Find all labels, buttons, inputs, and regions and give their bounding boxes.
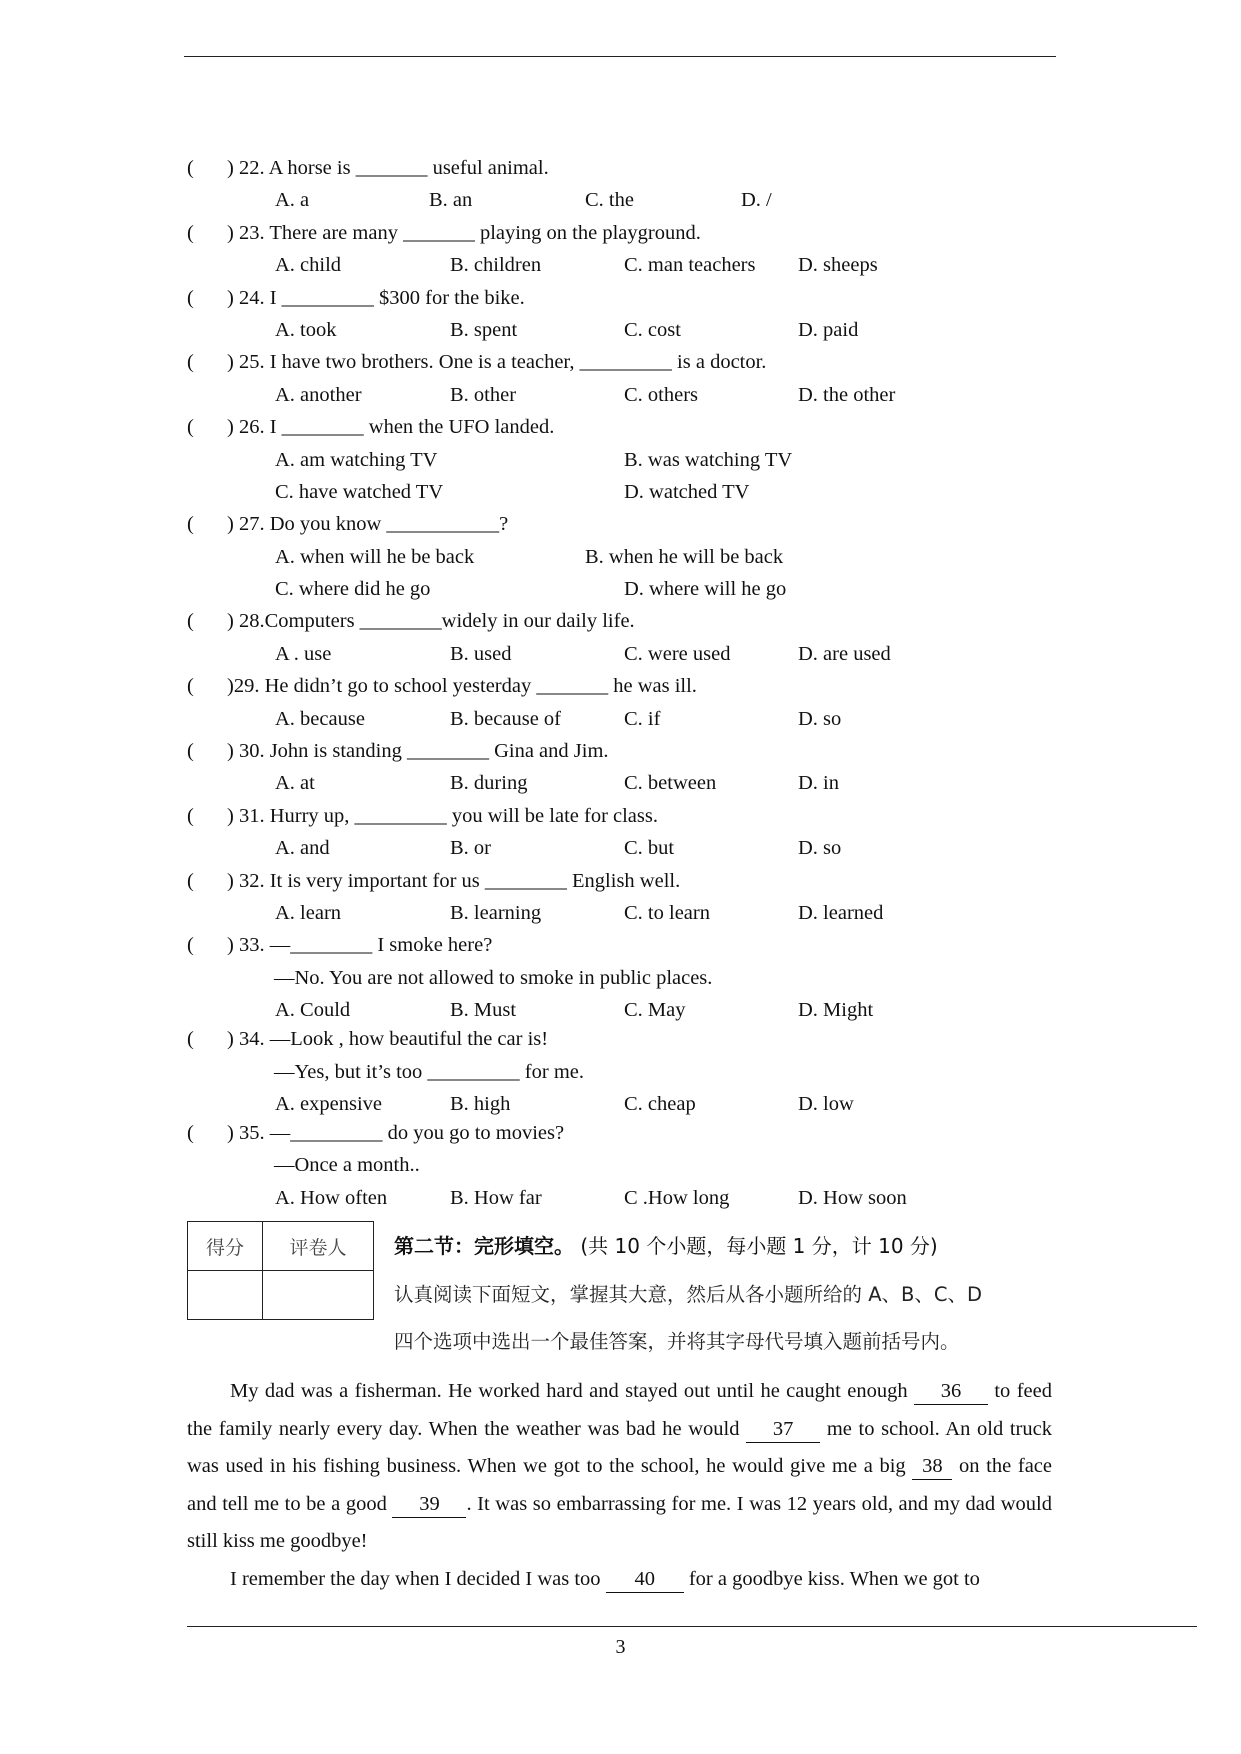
option-a[interactable]: A. at: [275, 772, 315, 795]
options-row: [187, 897, 1087, 929]
option-a[interactable]: A. and: [275, 837, 330, 860]
dialogue-line: —Once a month..: [274, 1154, 420, 1177]
answer-bracket[interactable]: (: [187, 1121, 194, 1144]
option-c[interactable]: C. cost: [624, 318, 681, 341]
blank-39[interactable]: 39: [392, 1491, 466, 1518]
option-d[interactable]: D. How soon: [798, 1186, 907, 1209]
question-stem: ) 31. Hurry up, _________ you will be late for class.: [227, 804, 658, 827]
option-b[interactable]: B. an: [429, 189, 473, 212]
option-d[interactable]: D. in: [798, 772, 839, 795]
question-29: [187, 670, 1087, 702]
question-stem: ) 23. There are many _______ playing on the playground.: [227, 221, 701, 244]
passage-paragraph-2: [187, 1561, 1052, 1599]
page-number: 3: [615, 1636, 626, 1658]
answer-bracket[interactable]: (: [187, 675, 194, 698]
option-d[interactable]: D. so: [798, 837, 842, 860]
passage-text: I remember the day when I decided I was too: [230, 1567, 606, 1590]
question-stem: ) 25. I have two brothers. One is a teacher, _________ is a doctor.: [227, 351, 767, 374]
answer-bracket[interactable]: (: [187, 157, 194, 179]
options-row: [187, 573, 1087, 605]
option-b[interactable]: B. Must: [450, 999, 517, 1022]
option-b[interactable]: B. was watching TV: [624, 448, 793, 471]
answer-bracket[interactable]: (: [187, 610, 194, 633]
passage-text: for a goodbye kiss. When we got to: [683, 1567, 980, 1590]
question-stem: ) 30. John is standing ________ Gina and Jim.: [227, 740, 609, 763]
options-row: [187, 444, 1087, 476]
section-instruction-line-2: 四个选项中选出一个最佳答案，并将其字母代号填入题前括号内。: [394, 1330, 960, 1353]
blank-37[interactable]: 37: [746, 1416, 820, 1443]
question-stem: ) 28.Computers ________widely in our daily life.: [227, 610, 635, 633]
option-a[interactable]: A. child: [275, 254, 342, 277]
option-a[interactable]: A. when will he be back: [275, 545, 475, 568]
question-27: [187, 508, 1087, 540]
question-stem: ) 32. It is very important for us ________ English well.: [227, 869, 681, 892]
section-instruction-line-1: 认真阅读下面短文，掌握其大意，然后从各小题所给的 A、B、C、D: [394, 1283, 983, 1306]
option-a[interactable]: A. am watching TV: [275, 448, 438, 471]
passage-text: . It was so embarrassing for me. I was 12 years old, and my dad would still kiss me goodbye!: [187, 1492, 1052, 1552]
option-b[interactable]: B. during: [450, 772, 528, 795]
score-cell[interactable]: [188, 1271, 263, 1320]
option-b[interactable]: B. spent: [450, 318, 518, 341]
answer-bracket[interactable]: (: [187, 416, 194, 439]
question-32: [187, 865, 1087, 897]
option-c[interactable]: C. between: [624, 772, 717, 795]
answer-bracket[interactable]: (: [187, 934, 194, 957]
option-a[interactable]: A. expensive: [275, 1092, 383, 1115]
option-c[interactable]: C. man teachers: [624, 254, 756, 277]
options-row: [187, 1088, 1087, 1117]
question-stem: ) 34. —Look , how beautiful the car is!: [227, 1028, 549, 1051]
options-row: [187, 767, 1087, 799]
question-30: [187, 735, 1087, 767]
options-row: [187, 832, 1087, 864]
blank-38[interactable]: 38: [912, 1453, 952, 1480]
option-d[interactable]: D. low: [798, 1092, 854, 1115]
score-table: [187, 1221, 374, 1320]
options-row: [187, 638, 1087, 670]
answer-bracket[interactable]: (: [187, 221, 194, 244]
option-c[interactable]: C. cheap: [624, 1092, 696, 1115]
blank-40[interactable]: 40: [606, 1566, 684, 1593]
grader-header: 评卷人: [263, 1222, 374, 1271]
option-c[interactable]: C. have watched TV: [275, 480, 444, 503]
option-b[interactable]: B. because of: [450, 707, 561, 730]
option-c[interactable]: C. where did he go: [275, 578, 431, 601]
question-28: [187, 605, 1087, 637]
options-row: [187, 476, 1087, 508]
answer-bracket[interactable]: (: [187, 351, 194, 374]
option-c[interactable]: C. May: [624, 999, 686, 1022]
passage-text: on the face and tell me to be a good: [187, 1455, 1052, 1515]
option-a[interactable]: A. took: [275, 318, 337, 341]
option-b[interactable]: B. used: [450, 642, 512, 665]
options-row: [187, 541, 1087, 573]
answer-bracket[interactable]: (: [187, 869, 194, 892]
question-stem: ) 24. I _________ $300 for the bike.: [227, 286, 525, 309]
question-stem: ) 35. —_________ do you go to movies?: [227, 1121, 565, 1144]
passage-text: me to school. An old truck was used in his fishing business. When we got to the school, he would give me a big: [187, 1417, 1052, 1477]
option-d[interactable]: D. Might: [798, 999, 874, 1022]
options-row: [187, 994, 1087, 1023]
options-row: [187, 1182, 1087, 1211]
option-a[interactable]: A . use: [275, 642, 332, 665]
option-d[interactable]: D. paid: [798, 318, 859, 341]
score-header: 得分: [188, 1222, 263, 1271]
option-b[interactable]: B. other: [450, 383, 517, 406]
option-a[interactable]: A. another: [275, 383, 362, 406]
header-rule: [184, 56, 1056, 57]
passage-text: My dad was a fisherman. He worked hard and stayed out until he caught enough: [230, 1380, 914, 1402]
option-b[interactable]: B. learning: [450, 901, 542, 924]
section-points: (共 10 个小题，每小题 1 分，计 10 分): [580, 1234, 938, 1258]
question-26: [187, 411, 1087, 443]
answer-bracket[interactable]: (: [187, 286, 194, 309]
option-b[interactable]: B. or: [450, 837, 491, 860]
option-c[interactable]: C. the: [585, 189, 634, 212]
options-row: [187, 249, 1087, 281]
answer-bracket[interactable]: (: [187, 1028, 194, 1051]
question-22: [187, 152, 1087, 184]
question-stem: ) 33. —________ I smoke here?: [227, 934, 493, 957]
option-a[interactable]: A. How often: [275, 1186, 388, 1209]
dialogue-line: —No. You are not allowed to smoke in public places.: [274, 966, 713, 989]
question-33: [187, 929, 1087, 961]
option-d[interactable]: D. watched TV: [624, 480, 750, 503]
option-c[interactable]: C. were used: [624, 642, 731, 665]
question-stem: ) 26. I ________ when the UFO landed.: [227, 416, 555, 439]
option-c[interactable]: C. others: [624, 383, 699, 406]
option-d[interactable]: D. where will he go: [624, 578, 787, 601]
option-a[interactable]: A. a: [275, 189, 310, 212]
footer-rule: [187, 1626, 1197, 1627]
question-25: [187, 346, 1087, 378]
blank-36[interactable]: 36: [914, 1378, 988, 1405]
option-b[interactable]: B. high: [450, 1092, 511, 1115]
option-c[interactable]: C .How long: [624, 1186, 730, 1209]
option-b[interactable]: B. How far: [450, 1186, 542, 1209]
question-34: [187, 1023, 1087, 1055]
dialogue-line: —Yes, but it’s too _________ for me.: [274, 1060, 584, 1083]
option-c[interactable]: C. to learn: [624, 901, 710, 924]
question-stem: ) 22. A horse is _______ useful animal.: [227, 157, 549, 179]
passage-paragraph-1: [187, 1373, 1052, 1561]
multiple-choice-section: [187, 152, 1087, 1211]
options-row: [187, 184, 1087, 216]
option-b[interactable]: B. children: [450, 254, 542, 277]
cloze-passage: [187, 1373, 1052, 1598]
question-35: [187, 1117, 1087, 1149]
options-row: [187, 314, 1087, 346]
option-d[interactable]: D. sheeps: [798, 254, 878, 277]
question-24: [187, 282, 1087, 314]
option-d[interactable]: D. /: [741, 189, 772, 212]
options-row: [187, 379, 1087, 411]
option-a[interactable]: A. because: [275, 707, 365, 730]
option-c[interactable]: C. but: [624, 837, 675, 860]
option-d[interactable]: D. so: [798, 707, 842, 730]
section-title: 第二节：完形填空。: [394, 1234, 574, 1258]
option-d[interactable]: D. are used: [798, 642, 891, 665]
passage-text: to feed the family nearly every day. When the weather was bad he would: [187, 1380, 1052, 1440]
answer-bracket[interactable]: (: [187, 740, 194, 763]
question-stem: ) 27. Do you know ___________?: [227, 513, 509, 536]
answer-bracket[interactable]: (: [187, 804, 194, 827]
question-stem: )29. He didn’t go to school yesterday _______ he was ill.: [227, 675, 697, 698]
option-a[interactable]: A. Could: [275, 999, 351, 1022]
grader-cell[interactable]: [263, 1271, 374, 1320]
answer-bracket[interactable]: (: [187, 513, 194, 536]
option-a[interactable]: A. learn: [275, 901, 342, 924]
option-c[interactable]: C. if: [624, 707, 661, 730]
question-31: [187, 800, 1087, 832]
question-23: [187, 217, 1087, 249]
options-row: [187, 703, 1087, 735]
option-d[interactable]: D. learned: [798, 901, 884, 924]
option-d[interactable]: D. the other: [798, 383, 896, 406]
option-b[interactable]: B. when he will be back: [585, 545, 784, 568]
section-heading: [394, 1230, 938, 1259]
